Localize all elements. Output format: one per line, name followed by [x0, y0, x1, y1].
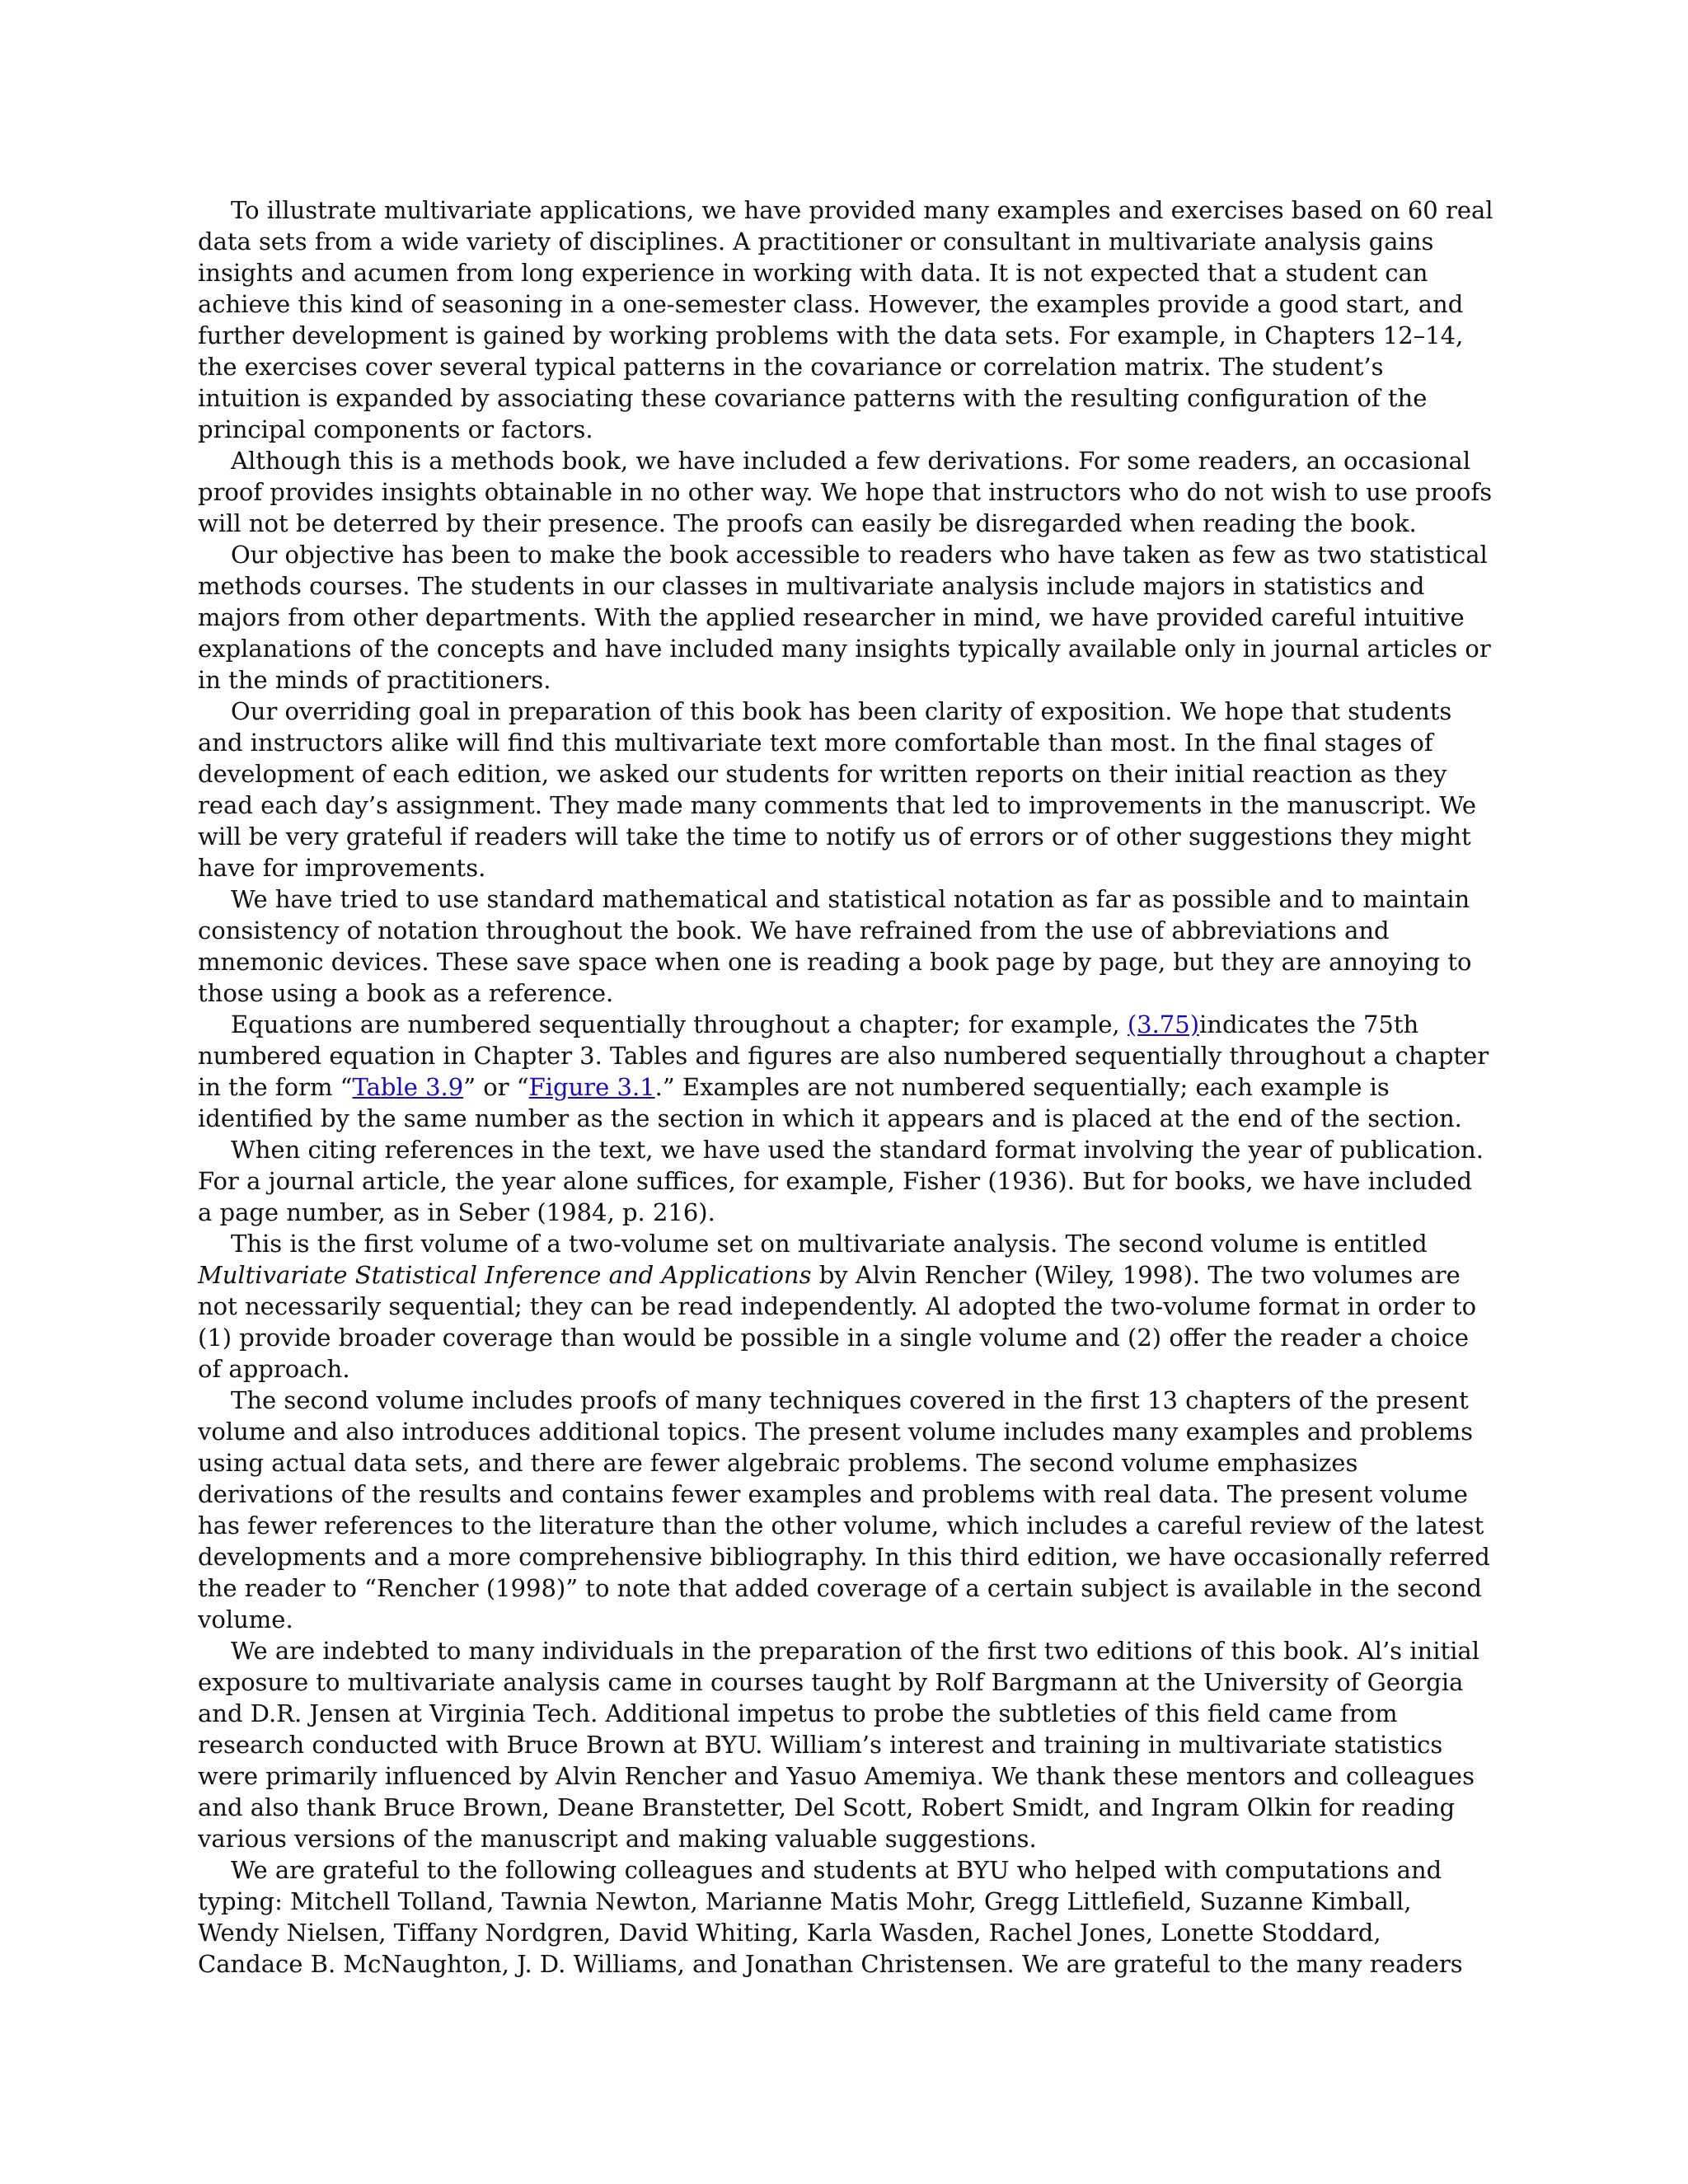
text-segment: This is the first volume of a two-volume set on multivariate analysis. The second volume is entitled	[231, 1230, 1428, 1258]
paragraph-real-data-sets: To illustrate multivariate applications, we have provided many examples and exercises based on 60 real data sets from a wide variety of disciplines. A practitioner or consultant in multivariate analysis gains insights and acumen from long experience in working with data. It is not expected that a student can achieve this kind of seasoning in a one-semester class. However, the examples provide a good start, and further development is gained by working problems with the data sets. For example, in Chapters 12–14, the exercises cover several typical patterns in the covariance or correlation matrix. The student’s intuition is expanded by associating these covariance patterns with the resulting configuration of the principal components or factors.	[198, 196, 1493, 443]
paragraph-byu-thanks: We are grateful to the following colleagues and students at BYU who helped with computations and typing: Mitchell Tolland, Tawnia Newton, Marianne Matis Mohr, Gregg Littlefield, Suzanne Kimball, Wendy Nielsen, Tiffany Nordgren, David Whiting, Karla Wasden, Rachel Jones, Lonette Stoddard, Candace B. McNaughton, J. D. Williams, and Jonathan Christensen. We are grateful to the many readers	[198, 1856, 1463, 1978]
text-segment: .” Examples are not numbered sequentially; each example is identified by the same number as the section in which it appears and is placed at the end of the section.	[198, 1073, 1462, 1132]
paragraph-derivations: Although this is a methods book, we have included a few derivations. For some readers, an occasional proof provides insights obtainable in no other way. We hope that instructors who do not wish to use proofs will not be deterred by their presence. The proofs can easily be disregarded when reading the book.	[198, 447, 1493, 537]
document-page	[198, 194, 1493, 1980]
text-segment: Equations are numbered sequentially throughout a chapter; for example,	[231, 1010, 1128, 1038]
paragraph-notation: We have tried to use standard mathematical and statistical notation as far as possible and to maintain consistency of notation throughout the book. We have refrained from the use of abbreviations and mnemonic devices. These save space when one is reading a book page by page, but they are annoying to those using a book as a reference.	[198, 885, 1472, 1007]
paragraph-equation-numbering	[198, 1009, 1493, 1134]
paragraph-clarity-goal: Our overriding goal in preparation of this book has been clarity of exposition. We hope that students and instructors alike will find this multivariate text more comfortable than most. In the final stages of development of each edition, we asked our students for written reports on their initial reaction as they read each day’s assignment. They made many comments that led to improvements in the manuscript. We will be very grateful if readers will take the time to notify us of errors or of other suggestions they might have for improvements.	[198, 697, 1477, 882]
text-segment: by Alvin Rencher (Wiley, 1998). The two volumes are not necessarily sequential; they can be read independently. Al adopted the two-volume format in order to (1) provide broader coverage than would be possible in a single volume and (2) offer the reader a choice of approach.	[198, 1261, 1477, 1383]
paragraph-two-volume-set	[198, 1228, 1493, 1385]
paragraph-citations: When citing references in the text, we have used the standard format involving the year of publication. For a journal article, the year alone suffices, for example, Fisher (1936). But for books, we have included a page number, as in Seber (1984, p. 216).	[198, 1136, 1484, 1226]
table-link-3-9[interactable]: Table 3.9	[352, 1073, 464, 1101]
equation-link-3-75[interactable]: (3.75)	[1127, 1010, 1200, 1038]
paragraph-objective: Our objective has been to make the book accessible to readers who have taken as few as two statistical methods courses. The students in our classes in multivariate analysis include majors in statistics and majors from other departments. With the applied researcher in mind, we have provided careful intuitive explanations of the concepts and have included many insights typically available only in journal articles or in the minds of practitioners.	[198, 541, 1491, 694]
paragraph-second-volume: The second volume includes proofs of many techniques covered in the first 13 chapters of the present volume and also introduces additional topics. The present volume includes many examples and problems using actual data sets, and there are fewer algebraic problems. The second volume emphasizes derivations of the results and contains fewer examples and problems with real data. The present volume has fewer references to the literature than the other volume, which includes a careful review of the latest developments and a more comprehensive bibliography. In this third edition, we have occasionally referred the reader to “Rencher (1998)” to note that added coverage of a certain subject is available in the second volume.	[198, 1386, 1490, 1633]
book-title: Multivariate Statistical Inference and Applications	[198, 1261, 812, 1289]
paragraph-acknowledgements: We are indebted to many individuals in the preparation of the first two editions of this book. Al’s initial exposure to multivariate analysis came in courses taught by Rolf Bargmann at the University of Georgia and D.R. Jensen at Virginia Tech. Additional impetus to probe the subtleties of this field came from research conducted with Bruce Brown at BYU. William’s interest and training in multivariate statistics were primarily influenced by Alvin Rencher and Yasuo Amemiya. We thank these mentors and colleagues and also thank Bruce Brown, Deane Branstetter, Del Scott, Robert Smidt, and Ingram Olkin for reading various versions of the manuscript and making valuable suggestions.	[198, 1637, 1479, 1853]
figure-link-3-1[interactable]: Figure 3.1	[528, 1073, 655, 1101]
text-segment: ” or “	[463, 1073, 529, 1101]
text-segment: indicates the 75th numbered equation in Chapter 3. Tables and figures are also numbered sequentially throughout a chapter in the form “	[198, 1010, 1489, 1101]
